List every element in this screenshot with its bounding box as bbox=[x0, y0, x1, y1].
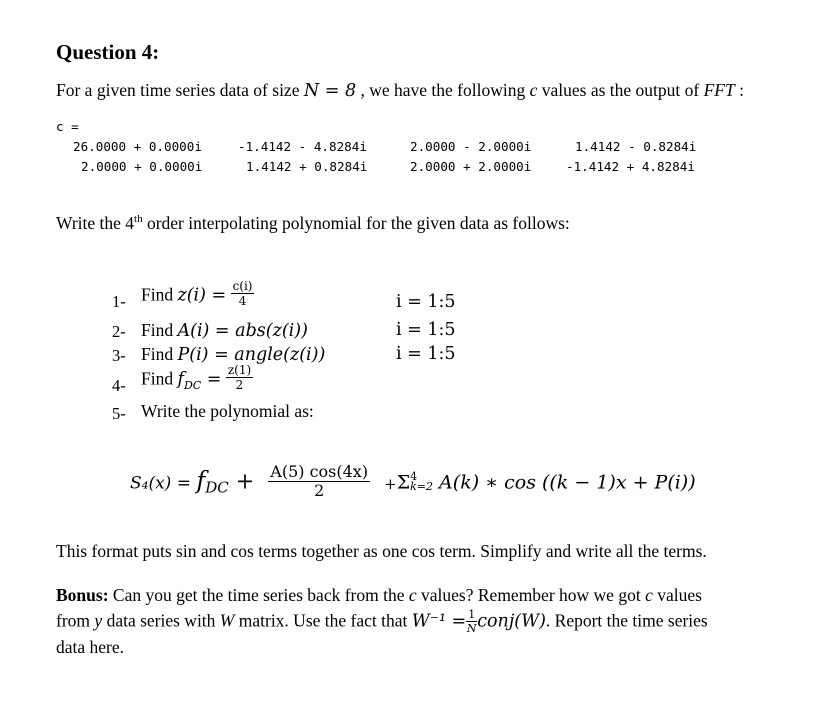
c-value-cell: 1.4142 - 0.8284i bbox=[575, 139, 697, 154]
step-text: Find bbox=[141, 320, 178, 340]
output-var-label: c = bbox=[56, 119, 79, 134]
sigma-limits bbox=[410, 469, 434, 493]
step-1 bbox=[141, 279, 254, 310]
formula-fraction bbox=[268, 464, 370, 499]
step-range: i = 1:5 bbox=[396, 344, 456, 364]
step-number: 3- bbox=[112, 346, 126, 365]
fraction-numerator: z(1) bbox=[227, 363, 252, 377]
step-range: i = 1:5 bbox=[396, 292, 456, 312]
fraction-numerator: c(i) bbox=[232, 279, 253, 293]
c-value-cell: 1.4142 + 0.8284i bbox=[246, 159, 368, 174]
question-title: Question 4: bbox=[56, 40, 160, 64]
formula-lhs: S₄(x) = bbox=[130, 473, 197, 494]
formula-frac-numerator: A(5) cos(4x) bbox=[270, 462, 369, 481]
bonus-w-symbol: W bbox=[219, 610, 235, 631]
note-paragraph: This format puts sin and cos terms together as one cos term. Simplify and write all the terms. bbox=[56, 541, 707, 561]
bonus-line-1 bbox=[56, 585, 702, 606]
c-value-cell: 2.0000 + 2.0000i bbox=[410, 159, 532, 174]
step-number: 4- bbox=[112, 376, 126, 395]
formula-plus: + bbox=[384, 474, 397, 493]
intro-text-1: For a given time series data of size bbox=[56, 80, 304, 100]
step-text: Find bbox=[141, 284, 178, 305]
step-number: 2- bbox=[112, 322, 126, 341]
step-lhs: z(i) = bbox=[177, 285, 227, 306]
fraction-denominator: 2 bbox=[235, 378, 244, 392]
intro-paragraph bbox=[56, 80, 744, 101]
c-value-cell: 2.0000 - 2.0000i bbox=[410, 139, 532, 154]
polynomial-formula bbox=[130, 462, 696, 501]
instruction-text-1: Write the 4 bbox=[56, 213, 135, 233]
instruction-text-2: order interpolating polynomial for the given data as follows: bbox=[142, 213, 570, 233]
formula-f-subscript: DC bbox=[205, 478, 229, 497]
sigma-lower: k=2 bbox=[410, 479, 434, 493]
instruction-line bbox=[56, 213, 570, 234]
intro-text-3: values as the output of bbox=[537, 80, 704, 100]
step-5: Write the polynomial as: bbox=[141, 401, 314, 421]
equals-sign: = bbox=[201, 369, 222, 390]
bonus-w-inverse: W⁻¹ = bbox=[411, 611, 467, 632]
intro-c-symbol: c bbox=[529, 80, 538, 100]
formula-tail: A(k) ∗ cos ((k − 1)x + P(i)) bbox=[433, 471, 696, 494]
step-range: i = 1:5 bbox=[396, 320, 456, 340]
step-4 bbox=[141, 363, 253, 394]
bonus-text: Can you get the time series back from the bbox=[108, 585, 409, 605]
step-text: Find bbox=[141, 344, 178, 364]
bonus-text: values bbox=[652, 585, 702, 605]
c-value-cell: 2.0000 + 0.0000i bbox=[81, 159, 203, 174]
c-value-cell: -1.4142 + 4.8284i bbox=[566, 159, 695, 174]
fraction bbox=[231, 280, 255, 307]
bonus-text: . Report the time series bbox=[545, 610, 708, 631]
c-value-cell: -1.4142 - 4.8284i bbox=[238, 139, 367, 154]
step-expression: P(i) = angle(z(i)) bbox=[177, 345, 326, 365]
intro-text-2: , we have the following bbox=[356, 80, 530, 100]
step-2 bbox=[141, 320, 308, 341]
formula-f: f bbox=[196, 466, 206, 495]
formula-plus: + bbox=[228, 469, 255, 495]
bonus-c-symbol: c bbox=[645, 585, 653, 605]
bonus-frac-numerator: 1 bbox=[468, 608, 476, 621]
fraction bbox=[226, 364, 253, 391]
fraction-denominator: 4 bbox=[238, 294, 247, 308]
bonus-text: from bbox=[56, 610, 95, 631]
formula-frac-denominator: 2 bbox=[314, 481, 325, 500]
instruction-sup: th bbox=[134, 213, 143, 226]
bonus-line-2 bbox=[56, 610, 708, 635]
intro-fft: FFT bbox=[703, 80, 735, 100]
bonus-text: matrix. Use the fact that bbox=[234, 610, 412, 631]
sigma-upper: 4 bbox=[410, 469, 418, 483]
bonus-label: Bonus: bbox=[56, 585, 109, 605]
f-subscript: DC bbox=[183, 379, 202, 393]
step-number: 1- bbox=[112, 292, 126, 311]
bonus-frac-denominator: N bbox=[466, 622, 477, 635]
step-3 bbox=[141, 344, 325, 365]
intro-n-equation: N = 8 bbox=[303, 81, 357, 101]
intro-text-4: : bbox=[734, 80, 744, 100]
c-value-cell: 26.0000 + 0.0000i bbox=[73, 139, 202, 154]
sigma-symbol: Σ bbox=[396, 471, 411, 494]
f-symbol: f bbox=[177, 369, 184, 390]
step-expression: A(i) = abs(z(i)) bbox=[177, 321, 308, 341]
step-number: 5- bbox=[112, 404, 126, 423]
step-text: Find bbox=[141, 368, 178, 389]
bonus-fraction bbox=[466, 609, 477, 634]
bonus-y-symbol: y bbox=[94, 610, 103, 631]
bonus-text: values? Remember how we got bbox=[416, 585, 646, 605]
bonus-text: data series with bbox=[102, 610, 220, 631]
bonus-conj: conj(W) bbox=[477, 611, 546, 632]
bonus-c-symbol: c bbox=[408, 585, 417, 605]
bonus-line-3: data here. bbox=[56, 637, 125, 657]
